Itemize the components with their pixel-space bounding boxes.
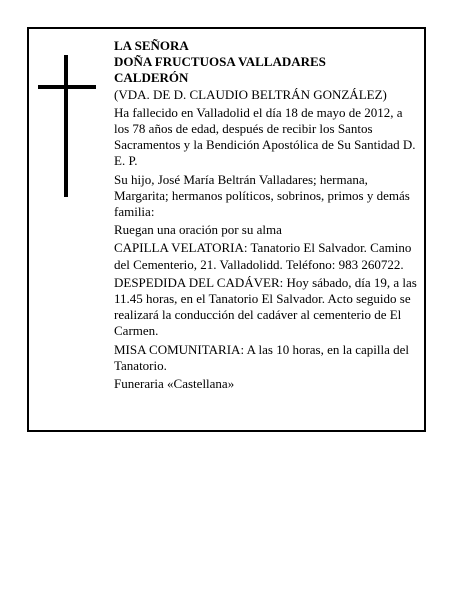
cross-horizontal-bar	[38, 85, 96, 89]
chapel-info: CAPILLA VELATORIA: Tanatorio El Salvador. Camino del Cementerio, 21. Valladolidd. Teléfono: 983 260722.	[114, 240, 412, 272]
prayer-request: Ruegan una oración por su alma	[114, 222, 282, 238]
deceased-name-line-1: DOÑA FRUCTUOSA VALLADARES	[114, 54, 326, 70]
farewell-info: DESPEDIDA DEL CADÁVER: Hoy sábado, día 19, a las 11.45 horas, en el Tanatorio El Salvador. Acto seguido se realizará la conducción del cadáver al cementerio de El Carmen.	[114, 274, 417, 339]
death-statement: Ha fallecido en Valladolid el día 18 de mayo de 2012, a los 78 años de edad, después de recibir los Santos Sacramentos y la Bendición Apostólica de Su Santidad D. E. P.	[114, 104, 416, 169]
mass-info: MISA COMUNITARIA: A las 10 horas, en la capilla del Tanatorio.	[114, 341, 410, 373]
family-list: Su hijo, José María Beltrán Valladares; hermana, Margarita; hermanos políticos, sobrinos, primos y demás familia:	[114, 171, 410, 220]
deceased-name-line-2: CALDERÓN	[114, 70, 189, 86]
funeral-home: Funeraria «Castellana»	[114, 376, 235, 392]
obituary-text-block	[114, 38, 418, 394]
widow-of-line: (VDA. DE D. CLAUDIO BELTRÁN GONZÁLEZ)	[114, 86, 387, 102]
notice-heading: LA SEÑORA	[114, 38, 189, 53]
cross-vertical-bar	[64, 55, 68, 197]
